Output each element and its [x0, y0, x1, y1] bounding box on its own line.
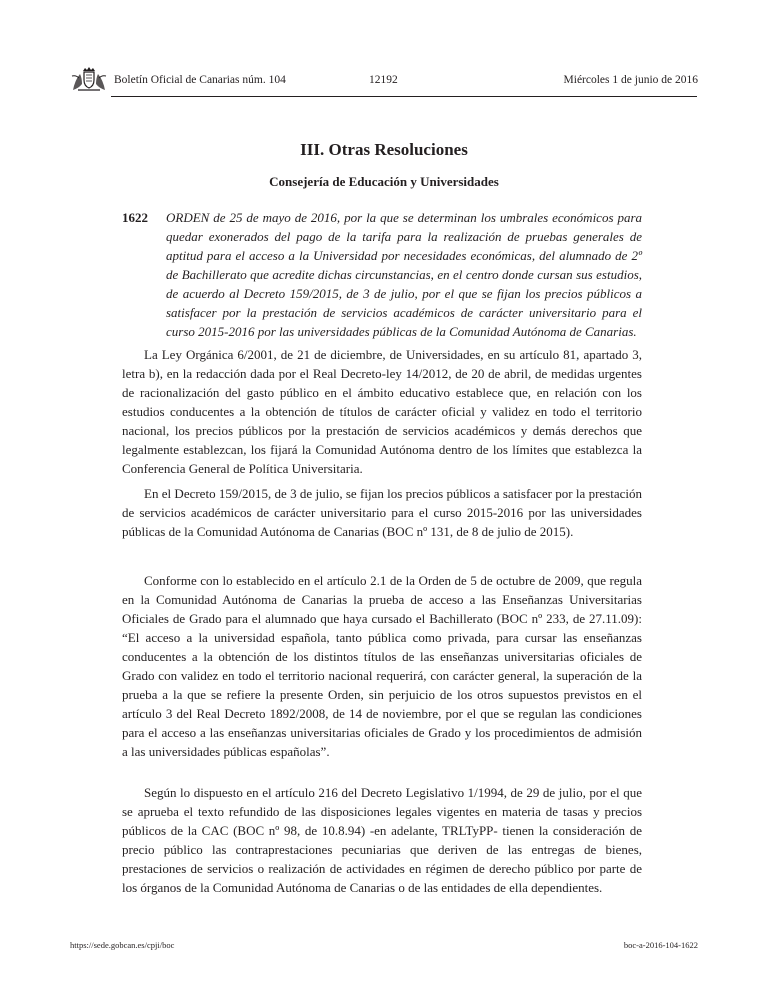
- paragraph: Según lo dispuesto en el artículo 216 del Decreto Legislativo 1/1994, de 29 de julio, por el que se aprueba el texto refundido de las disposiciones legales vigentes en materia de tasas y precios públicos de la CAC (BOC nº 98, de 10.8.94) -en adelante, TRLTyPP- tienen la consideración de precio público las contraprestaciones pecuniarias que deriven de las entregas de bienes, prestaciones de servicios o realización de actividades en régimen de derecho público por parte de los órganos de la Comunidad Autónoma de Canarias o de las entidades de ella dependientes.: [122, 785, 642, 895]
- department-title: Consejería de Educación y Universidades: [269, 174, 499, 189]
- footer-document-id: boc-a-2016-104-1622: [623, 940, 698, 950]
- header-rule: [111, 96, 697, 97]
- issue-date: Miércoles 1 de junio de 2016: [563, 74, 698, 86]
- paragraph: En el Decreto 159/2015, de 3 de julio, se fijan los precios públicos a satisfacer por la prestación de servicios académicos de carácter universitario para el curso 2015-2016 por las universidades públicas de la Comunidad Autónoma de Canarias (BOC nº 131, de 8 de julio de 2015).: [122, 486, 642, 539]
- order-summary: ORDEN de 25 de mayo de 2016, por la que se determinan los umbrales económicos para quedar exonerados del pago de la tarifa para la realización de pruebas generales de aptitud para el acceso a la Universidad por necesidades económicas, del alumnado de 2º de Bachillerato que acredite dichas circunstancias, en el centro donde cursan sus estudios, de acuerdo al Decreto 159/2015, de 3 de julio, por el que se fijan los precios públicos a satisfacer por la prestación de servicios académicos de carácter universitario para el curso 2015-2016 por las universidades públicas de la Comunidad Autónoma de Canarias.: [166, 210, 642, 339]
- paragraph: La Ley Orgánica 6/2001, de 21 de diciembre, de Universidades, en su artículo 81, apartado 3, letra b), en la redacción dada por el Real Decreto-ley 14/2012, de 20 de abril, de medidas urgentes de racionalización del gasto público en el ámbito educativo establece que, en relación con los estudios conducentes a la obtención de títulos de carácter oficial y validez en todo el territorio nacional, los precios públicos por la prestación de servicios académicos y demás derechos que legalmente establezcan, los fijará la Comunidad Autónoma dentro de los límites que establezca la Conferencia General de Política Universitaria.: [122, 347, 642, 476]
- order-block: [122, 208, 642, 341]
- paragraph: Conforme con lo establecido en el artículo 2.1 de la Orden de 5 de octubre de 2009, que regula en la Comunidad Autónoma de Canarias la prueba de acceso a las Enseñanzas Universitarias Oficiales de Grado para el alumnado que haya cursado el Bachillerato (BOC nº 233, de 27.11.09): “El acceso a la universidad española, tanto pública como privada, para cursar las enseñanzas conducentes a la obtención de los distintos títulos de las enseñanzas universitarias oficiales de Grado con validez en todo el territorio nacional requerirá, con carácter general, la superación de la prueba a la que se refiere la presente Orden, sin perjuicio de los otros supuestos previstos en el artículo 3 del Real Decreto 1892/2008, de 14 de noviembre, por el que se regulan las condiciones para el acceso a las enseñanzas universitarias oficiales de Grado y los procedimientos de admisión a las universidades públicas españolas”.: [122, 573, 642, 759]
- page-number: 12192: [369, 74, 398, 86]
- section-title: III. Otras Resoluciones: [300, 140, 468, 159]
- page-header: [70, 60, 698, 90]
- coat-of-arms-icon: [70, 66, 108, 92]
- bulletin-name: Boletín Oficial de Canarias núm. 104: [114, 74, 286, 86]
- order-number: 1622: [122, 210, 148, 225]
- footer-url[interactable]: https://sede.gobcan.es/cpji/boc: [70, 940, 175, 950]
